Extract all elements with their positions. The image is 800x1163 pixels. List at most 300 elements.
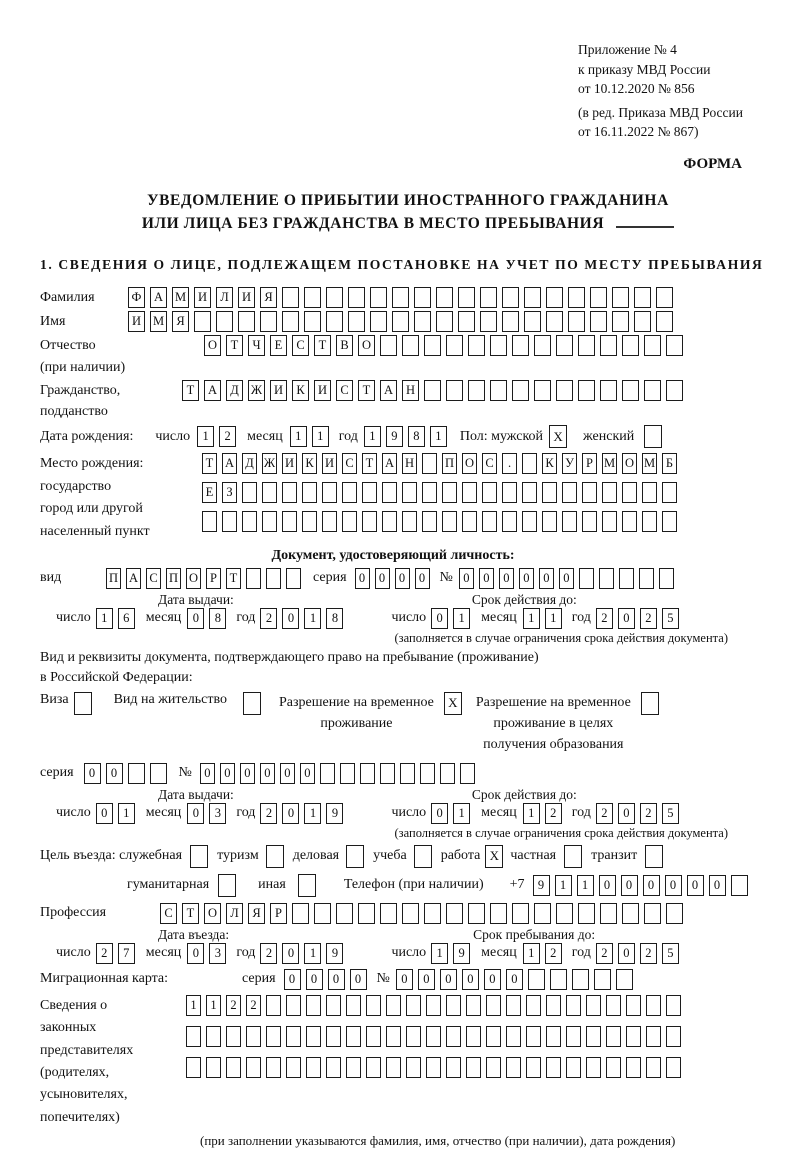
char-cell[interactable] xyxy=(436,311,453,332)
char-cell[interactable] xyxy=(406,995,421,1016)
char-cell[interactable] xyxy=(422,453,437,474)
char-cell[interactable] xyxy=(666,1026,681,1047)
char-cell[interactable] xyxy=(578,903,595,924)
char-cell[interactable]: 8 xyxy=(326,608,343,629)
char-cell[interactable] xyxy=(286,1026,301,1047)
char-cell[interactable]: 0 xyxy=(106,763,123,784)
char-cell[interactable] xyxy=(512,380,529,401)
char-cell[interactable]: Ж xyxy=(248,380,265,401)
residence-permit-checkbox[interactable] xyxy=(243,692,261,715)
char-cell[interactable] xyxy=(528,969,545,990)
char-cell[interactable] xyxy=(578,335,595,356)
char-cell[interactable]: 1 xyxy=(577,875,594,896)
char-cell[interactable]: 1 xyxy=(453,803,470,824)
char-cell[interactable] xyxy=(262,511,277,532)
purpose-humanitarian-checkbox[interactable] xyxy=(218,874,236,897)
char-cell[interactable] xyxy=(226,1026,241,1047)
char-cell[interactable] xyxy=(426,995,441,1016)
char-cell[interactable]: Н xyxy=(402,380,419,401)
char-cell[interactable] xyxy=(362,511,377,532)
char-cell[interactable]: С xyxy=(482,453,497,474)
char-cell[interactable] xyxy=(446,335,463,356)
char-cell[interactable] xyxy=(546,287,563,308)
char-cell[interactable] xyxy=(582,511,597,532)
char-cell[interactable] xyxy=(502,287,519,308)
char-cell[interactable] xyxy=(442,482,457,503)
char-cell[interactable] xyxy=(522,511,537,532)
char-cell[interactable]: О xyxy=(204,335,221,356)
char-cell[interactable] xyxy=(326,287,343,308)
char-cell[interactable] xyxy=(348,311,365,332)
char-cell[interactable]: 0 xyxy=(220,763,235,784)
char-cell[interactable] xyxy=(246,1026,261,1047)
char-cell[interactable] xyxy=(572,969,589,990)
char-cell[interactable] xyxy=(546,1026,561,1047)
char-cell[interactable] xyxy=(534,380,551,401)
char-cell[interactable] xyxy=(342,482,357,503)
char-cell[interactable] xyxy=(370,311,387,332)
char-cell[interactable]: 0 xyxy=(539,568,554,589)
char-cell[interactable]: 2 xyxy=(260,803,277,824)
char-cell[interactable] xyxy=(266,995,281,1016)
char-cell[interactable] xyxy=(566,1026,581,1047)
char-cell[interactable] xyxy=(622,335,639,356)
char-cell[interactable] xyxy=(322,511,337,532)
char-cell[interactable] xyxy=(526,1057,541,1078)
char-cell[interactable] xyxy=(400,763,415,784)
char-cell[interactable] xyxy=(336,903,353,924)
char-cell[interactable] xyxy=(480,287,497,308)
char-cell[interactable] xyxy=(242,482,257,503)
char-cell[interactable] xyxy=(600,335,617,356)
char-cell[interactable] xyxy=(426,1057,441,1078)
char-cell[interactable] xyxy=(458,287,475,308)
char-cell[interactable] xyxy=(446,903,463,924)
char-cell[interactable] xyxy=(460,763,475,784)
char-cell[interactable] xyxy=(666,335,683,356)
char-cell[interactable] xyxy=(342,511,357,532)
char-cell[interactable]: 0 xyxy=(280,763,295,784)
char-cell[interactable] xyxy=(562,511,577,532)
char-cell[interactable]: В xyxy=(336,335,353,356)
char-cell[interactable]: 2 xyxy=(246,995,261,1016)
char-cell[interactable] xyxy=(366,1026,381,1047)
char-cell[interactable] xyxy=(286,1057,301,1078)
char-cell[interactable]: З xyxy=(222,482,237,503)
char-cell[interactable]: 9 xyxy=(326,803,343,824)
char-cell[interactable]: М xyxy=(602,453,617,474)
char-cell[interactable]: 5 xyxy=(662,943,679,964)
char-cell[interactable]: 0 xyxy=(599,875,616,896)
char-cell[interactable]: О xyxy=(204,903,221,924)
char-cell[interactable] xyxy=(666,903,683,924)
char-cell[interactable] xyxy=(482,511,497,532)
char-cell[interactable]: 0 xyxy=(187,608,204,629)
char-cell[interactable] xyxy=(424,380,441,401)
char-cell[interactable] xyxy=(358,903,375,924)
char-cell[interactable]: . xyxy=(502,453,517,474)
char-cell[interactable] xyxy=(550,969,567,990)
char-cell[interactable] xyxy=(346,995,361,1016)
char-cell[interactable]: Т xyxy=(202,453,217,474)
char-cell[interactable] xyxy=(556,335,573,356)
char-cell[interactable]: И xyxy=(238,287,255,308)
char-cell[interactable]: 0 xyxy=(440,969,457,990)
char-cell[interactable]: 0 xyxy=(395,568,410,589)
char-cell[interactable] xyxy=(306,1026,321,1047)
char-cell[interactable] xyxy=(590,311,607,332)
visa-checkbox[interactable] xyxy=(74,692,92,715)
char-cell[interactable]: Т xyxy=(226,335,243,356)
char-cell[interactable] xyxy=(480,311,497,332)
char-cell[interactable]: 0 xyxy=(187,803,204,824)
char-cell[interactable] xyxy=(568,287,585,308)
char-cell[interactable] xyxy=(322,482,337,503)
char-cell[interactable]: 1 xyxy=(197,426,214,447)
char-cell[interactable] xyxy=(662,482,677,503)
char-cell[interactable] xyxy=(366,1057,381,1078)
char-cell[interactable] xyxy=(326,995,341,1016)
char-cell[interactable] xyxy=(534,903,551,924)
char-cell[interactable] xyxy=(380,763,395,784)
char-cell[interactable] xyxy=(302,511,317,532)
char-cell[interactable] xyxy=(646,1057,661,1078)
char-cell[interactable] xyxy=(242,511,257,532)
purpose-study-checkbox[interactable] xyxy=(414,845,432,868)
char-cell[interactable] xyxy=(502,511,517,532)
char-cell[interactable]: 0 xyxy=(462,969,479,990)
char-cell[interactable]: Е xyxy=(202,482,217,503)
char-cell[interactable] xyxy=(446,995,461,1016)
char-cell[interactable]: 1 xyxy=(523,608,540,629)
char-cell[interactable]: А xyxy=(222,453,237,474)
char-cell[interactable] xyxy=(260,311,277,332)
char-cell[interactable] xyxy=(446,1026,461,1047)
char-cell[interactable] xyxy=(320,763,335,784)
char-cell[interactable] xyxy=(502,311,519,332)
char-cell[interactable] xyxy=(586,1057,601,1078)
char-cell[interactable]: 0 xyxy=(687,875,704,896)
char-cell[interactable] xyxy=(600,903,617,924)
char-cell[interactable] xyxy=(644,380,661,401)
char-cell[interactable] xyxy=(656,287,673,308)
char-cell[interactable] xyxy=(402,903,419,924)
char-cell[interactable]: О xyxy=(186,568,201,589)
char-cell[interactable] xyxy=(462,511,477,532)
char-cell[interactable]: Р xyxy=(270,903,287,924)
char-cell[interactable]: 1 xyxy=(118,803,135,824)
char-cell[interactable]: Б xyxy=(662,453,677,474)
char-cell[interactable] xyxy=(186,1057,201,1078)
temp-residence-edu-checkbox[interactable] xyxy=(641,692,659,715)
char-cell[interactable]: 1 xyxy=(545,608,562,629)
char-cell[interactable] xyxy=(522,453,537,474)
char-cell[interactable] xyxy=(222,511,237,532)
char-cell[interactable] xyxy=(406,1026,421,1047)
char-cell[interactable] xyxy=(194,311,211,332)
char-cell[interactable]: 2 xyxy=(260,943,277,964)
char-cell[interactable] xyxy=(590,287,607,308)
char-cell[interactable] xyxy=(282,311,299,332)
char-cell[interactable]: Е xyxy=(270,335,287,356)
char-cell[interactable]: О xyxy=(622,453,637,474)
char-cell[interactable]: Р xyxy=(582,453,597,474)
char-cell[interactable]: 0 xyxy=(431,608,448,629)
char-cell[interactable] xyxy=(128,763,145,784)
char-cell[interactable] xyxy=(424,903,441,924)
char-cell[interactable]: Ч xyxy=(248,335,265,356)
char-cell[interactable] xyxy=(282,511,297,532)
char-cell[interactable]: 2 xyxy=(640,803,657,824)
char-cell[interactable]: 1 xyxy=(304,608,321,629)
char-cell[interactable] xyxy=(568,311,585,332)
char-cell[interactable] xyxy=(579,568,594,589)
char-cell[interactable]: 0 xyxy=(484,969,501,990)
char-cell[interactable] xyxy=(466,1026,481,1047)
char-cell[interactable] xyxy=(546,1057,561,1078)
char-cell[interactable]: 0 xyxy=(459,568,474,589)
char-cell[interactable]: 0 xyxy=(187,943,204,964)
char-cell[interactable]: 0 xyxy=(418,969,435,990)
char-cell[interactable]: К xyxy=(292,380,309,401)
char-cell[interactable] xyxy=(406,1057,421,1078)
char-cell[interactable]: 1 xyxy=(206,995,221,1016)
char-cell[interactable]: А xyxy=(150,287,167,308)
char-cell[interactable]: С xyxy=(292,335,309,356)
char-cell[interactable] xyxy=(634,287,651,308)
char-cell[interactable]: Я xyxy=(248,903,265,924)
char-cell[interactable]: 0 xyxy=(284,969,301,990)
char-cell[interactable] xyxy=(286,568,301,589)
char-cell[interactable] xyxy=(634,311,651,332)
char-cell[interactable] xyxy=(266,568,281,589)
char-cell[interactable]: 0 xyxy=(431,803,448,824)
char-cell[interactable] xyxy=(644,335,661,356)
char-cell[interactable] xyxy=(302,482,317,503)
char-cell[interactable] xyxy=(600,380,617,401)
char-cell[interactable] xyxy=(266,1026,281,1047)
char-cell[interactable]: 1 xyxy=(364,426,381,447)
char-cell[interactable]: А xyxy=(126,568,141,589)
char-cell[interactable]: И xyxy=(194,287,211,308)
char-cell[interactable] xyxy=(482,482,497,503)
char-cell[interactable]: 2 xyxy=(226,995,241,1016)
char-cell[interactable] xyxy=(612,287,629,308)
char-cell[interactable] xyxy=(306,995,321,1016)
char-cell[interactable] xyxy=(466,1057,481,1078)
char-cell[interactable]: П xyxy=(442,453,457,474)
char-cell[interactable]: 0 xyxy=(282,803,299,824)
char-cell[interactable] xyxy=(622,380,639,401)
purpose-private-checkbox[interactable] xyxy=(564,845,582,868)
char-cell[interactable] xyxy=(524,287,541,308)
char-cell[interactable] xyxy=(402,511,417,532)
char-cell[interactable] xyxy=(602,482,617,503)
char-cell[interactable]: Ж xyxy=(262,453,277,474)
char-cell[interactable] xyxy=(370,287,387,308)
char-cell[interactable] xyxy=(246,1057,261,1078)
char-cell[interactable]: 0 xyxy=(621,875,638,896)
char-cell[interactable]: 9 xyxy=(533,875,550,896)
char-cell[interactable]: 0 xyxy=(282,943,299,964)
char-cell[interactable]: У xyxy=(562,453,577,474)
char-cell[interactable]: 0 xyxy=(240,763,255,784)
char-cell[interactable]: 0 xyxy=(96,803,113,824)
char-cell[interactable] xyxy=(442,511,457,532)
char-cell[interactable]: 2 xyxy=(96,943,113,964)
char-cell[interactable] xyxy=(582,482,597,503)
char-cell[interactable] xyxy=(506,1026,521,1047)
char-cell[interactable] xyxy=(238,311,255,332)
char-cell[interactable]: 0 xyxy=(499,568,514,589)
char-cell[interactable]: 0 xyxy=(282,608,299,629)
char-cell[interactable]: 5 xyxy=(662,608,679,629)
char-cell[interactable] xyxy=(326,1026,341,1047)
char-cell[interactable]: М xyxy=(150,311,167,332)
char-cell[interactable] xyxy=(426,1026,441,1047)
char-cell[interactable] xyxy=(266,1057,281,1078)
char-cell[interactable]: И xyxy=(270,380,287,401)
char-cell[interactable]: 0 xyxy=(328,969,345,990)
char-cell[interactable] xyxy=(616,969,633,990)
char-cell[interactable] xyxy=(524,311,541,332)
sex-male-checkbox[interactable]: X xyxy=(549,425,567,448)
char-cell[interactable]: 0 xyxy=(260,763,275,784)
char-cell[interactable]: 3 xyxy=(209,803,226,824)
char-cell[interactable] xyxy=(326,311,343,332)
char-cell[interactable]: Т xyxy=(362,453,377,474)
char-cell[interactable] xyxy=(304,287,321,308)
char-cell[interactable]: 2 xyxy=(596,803,613,824)
char-cell[interactable] xyxy=(282,482,297,503)
char-cell[interactable]: 2 xyxy=(640,943,657,964)
char-cell[interactable]: 8 xyxy=(209,608,226,629)
char-cell[interactable]: 6 xyxy=(118,608,135,629)
char-cell[interactable]: 0 xyxy=(559,568,574,589)
char-cell[interactable] xyxy=(642,511,657,532)
char-cell[interactable]: 5 xyxy=(662,803,679,824)
purpose-business-checkbox[interactable] xyxy=(346,845,364,868)
char-cell[interactable] xyxy=(662,511,677,532)
char-cell[interactable]: 0 xyxy=(355,568,370,589)
char-cell[interactable] xyxy=(556,380,573,401)
char-cell[interactable]: С xyxy=(336,380,353,401)
char-cell[interactable] xyxy=(150,763,167,784)
purpose-official-checkbox[interactable] xyxy=(190,845,208,868)
char-cell[interactable] xyxy=(468,903,485,924)
char-cell[interactable]: 2 xyxy=(260,608,277,629)
char-cell[interactable] xyxy=(486,1057,501,1078)
char-cell[interactable] xyxy=(612,311,629,332)
char-cell[interactable]: 0 xyxy=(84,763,101,784)
char-cell[interactable] xyxy=(446,380,463,401)
char-cell[interactable] xyxy=(556,903,573,924)
char-cell[interactable] xyxy=(282,287,299,308)
char-cell[interactable] xyxy=(666,1057,681,1078)
char-cell[interactable] xyxy=(602,511,617,532)
char-cell[interactable] xyxy=(642,482,657,503)
char-cell[interactable] xyxy=(360,763,375,784)
char-cell[interactable]: 1 xyxy=(96,608,113,629)
char-cell[interactable]: 2 xyxy=(545,803,562,824)
char-cell[interactable]: 0 xyxy=(506,969,523,990)
char-cell[interactable] xyxy=(380,903,397,924)
char-cell[interactable]: П xyxy=(166,568,181,589)
char-cell[interactable] xyxy=(566,995,581,1016)
char-cell[interactable] xyxy=(542,482,557,503)
char-cell[interactable] xyxy=(422,511,437,532)
char-cell[interactable] xyxy=(666,380,683,401)
char-cell[interactable] xyxy=(206,1026,221,1047)
char-cell[interactable]: 0 xyxy=(396,969,413,990)
char-cell[interactable] xyxy=(226,1057,241,1078)
char-cell[interactable] xyxy=(202,511,217,532)
char-cell[interactable]: 0 xyxy=(618,803,635,824)
char-cell[interactable] xyxy=(646,1026,661,1047)
char-cell[interactable] xyxy=(306,1057,321,1078)
char-cell[interactable] xyxy=(731,875,748,896)
char-cell[interactable]: Д xyxy=(242,453,257,474)
char-cell[interactable] xyxy=(599,568,614,589)
char-cell[interactable]: С xyxy=(160,903,177,924)
char-cell[interactable]: 1 xyxy=(304,943,321,964)
char-cell[interactable] xyxy=(466,995,481,1016)
char-cell[interactable] xyxy=(326,1057,341,1078)
char-cell[interactable]: Т xyxy=(314,335,331,356)
char-cell[interactable]: И xyxy=(282,453,297,474)
char-cell[interactable] xyxy=(392,287,409,308)
char-cell[interactable] xyxy=(546,995,561,1016)
sex-female-checkbox[interactable] xyxy=(644,425,662,448)
char-cell[interactable] xyxy=(446,1057,461,1078)
char-cell[interactable]: Т xyxy=(358,380,375,401)
char-cell[interactable]: 3 xyxy=(209,943,226,964)
char-cell[interactable]: И xyxy=(314,380,331,401)
char-cell[interactable] xyxy=(424,335,441,356)
char-cell[interactable]: 0 xyxy=(618,608,635,629)
char-cell[interactable] xyxy=(440,763,455,784)
char-cell[interactable] xyxy=(622,903,639,924)
char-cell[interactable]: Т xyxy=(226,568,241,589)
char-cell[interactable]: 0 xyxy=(375,568,390,589)
char-cell[interactable]: Ф xyxy=(128,287,145,308)
char-cell[interactable] xyxy=(594,969,611,990)
char-cell[interactable] xyxy=(186,1026,201,1047)
char-cell[interactable] xyxy=(506,995,521,1016)
char-cell[interactable] xyxy=(562,482,577,503)
char-cell[interactable] xyxy=(216,311,233,332)
char-cell[interactable] xyxy=(386,995,401,1016)
char-cell[interactable]: Н xyxy=(402,453,417,474)
char-cell[interactable] xyxy=(512,903,529,924)
char-cell[interactable] xyxy=(402,482,417,503)
char-cell[interactable] xyxy=(362,482,377,503)
char-cell[interactable]: А xyxy=(382,453,397,474)
char-cell[interactable]: О xyxy=(358,335,375,356)
char-cell[interactable]: Т xyxy=(182,380,199,401)
char-cell[interactable] xyxy=(666,995,681,1016)
char-cell[interactable]: И xyxy=(128,311,145,332)
char-cell[interactable] xyxy=(490,380,507,401)
char-cell[interactable] xyxy=(304,311,321,332)
char-cell[interactable]: 2 xyxy=(640,608,657,629)
char-cell[interactable] xyxy=(546,311,563,332)
char-cell[interactable]: 2 xyxy=(545,943,562,964)
char-cell[interactable]: А xyxy=(204,380,221,401)
char-cell[interactable]: Д xyxy=(226,380,243,401)
char-cell[interactable] xyxy=(486,995,501,1016)
char-cell[interactable]: К xyxy=(302,453,317,474)
